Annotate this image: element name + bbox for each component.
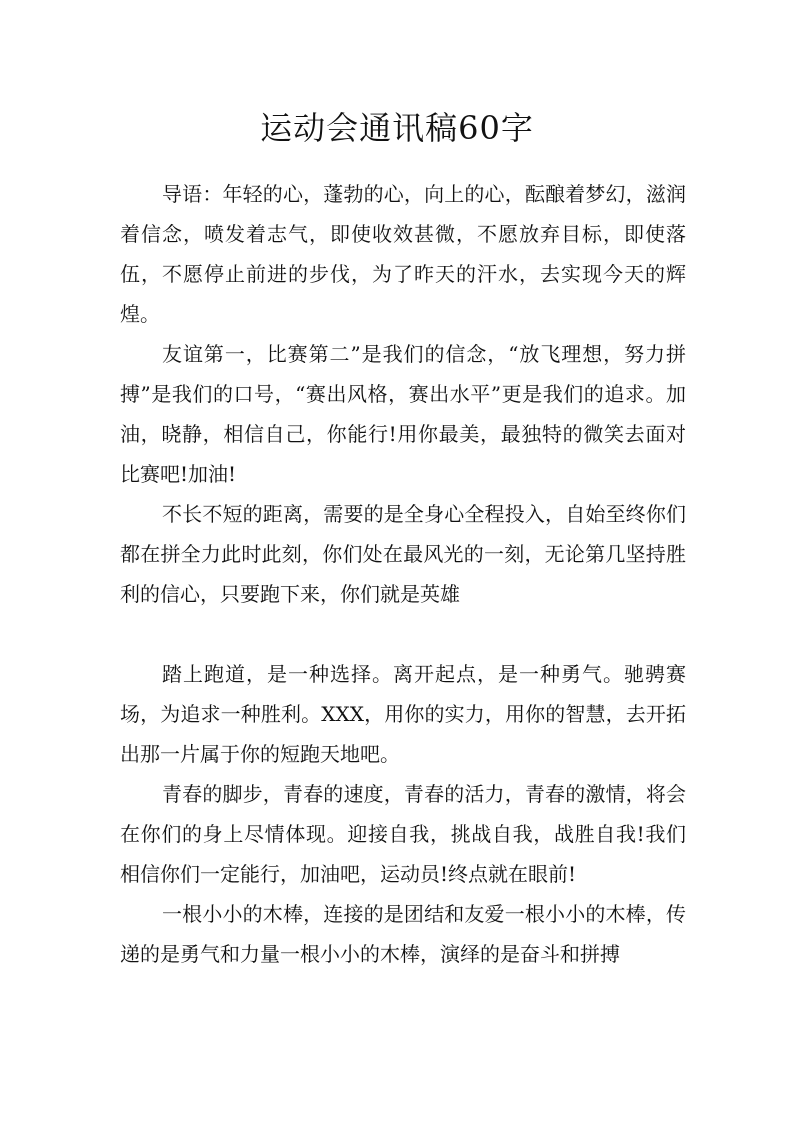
paragraph-friendship: 友谊第一，比赛第二”是我们的信念，“放飞理想，努力拼搏”是我们的口号，“赛出风格，赛出水平”更是我们的追求。加油，晓静，相信自己，你能行!用你最美，最独特的微笑去面对比赛吧!加油!	[120, 342, 686, 486]
paragraph-distance: 不长不短的距离，需要的是全身心全程投入，自始至终你们都在拼全力此时此刻，你们处在最风光的一刻，无论第几坚持胜利的信心，只要跑下来，你们就是英雄	[120, 502, 686, 606]
paragraph-gap	[120, 614, 686, 654]
paragraph-intro: 导语：年轻的心，蓬勃的心，向上的心，酝酿着梦幻，滋润着信念，喷发着志气，即使收效甚微，不愿放弃目标，即使落伍，不愿停止前进的步伐，为了昨天的汗水，去实现今天的辉煌。	[120, 182, 686, 326]
paragraph-youth: 青春的脚步，青春的速度，青春的活力，青春的激情，将会在你们的身上尽情体现。迎接自我，挑战自我，战胜自我!我们相信你们一定能行，加油吧，运动员!终点就在眼前!	[120, 782, 686, 886]
paragraph-relay: 一根小小的木棒，连接的是团结和友爱一根小小的木棒，传递的是勇气和力量一根小小的木棒，演绎的是奋斗和拼搏	[120, 902, 686, 966]
paragraph-track: 踏上跑道，是一种选择。离开起点，是一种勇气。驰骋赛场，为追求一种胜利。XXX，用你的实力，用你的智慧，去开拓出那一片属于你的短跑天地吧。	[120, 662, 686, 766]
document-body	[120, 174, 686, 974]
page-title: 运动会通讯稿60字	[260, 109, 534, 147]
